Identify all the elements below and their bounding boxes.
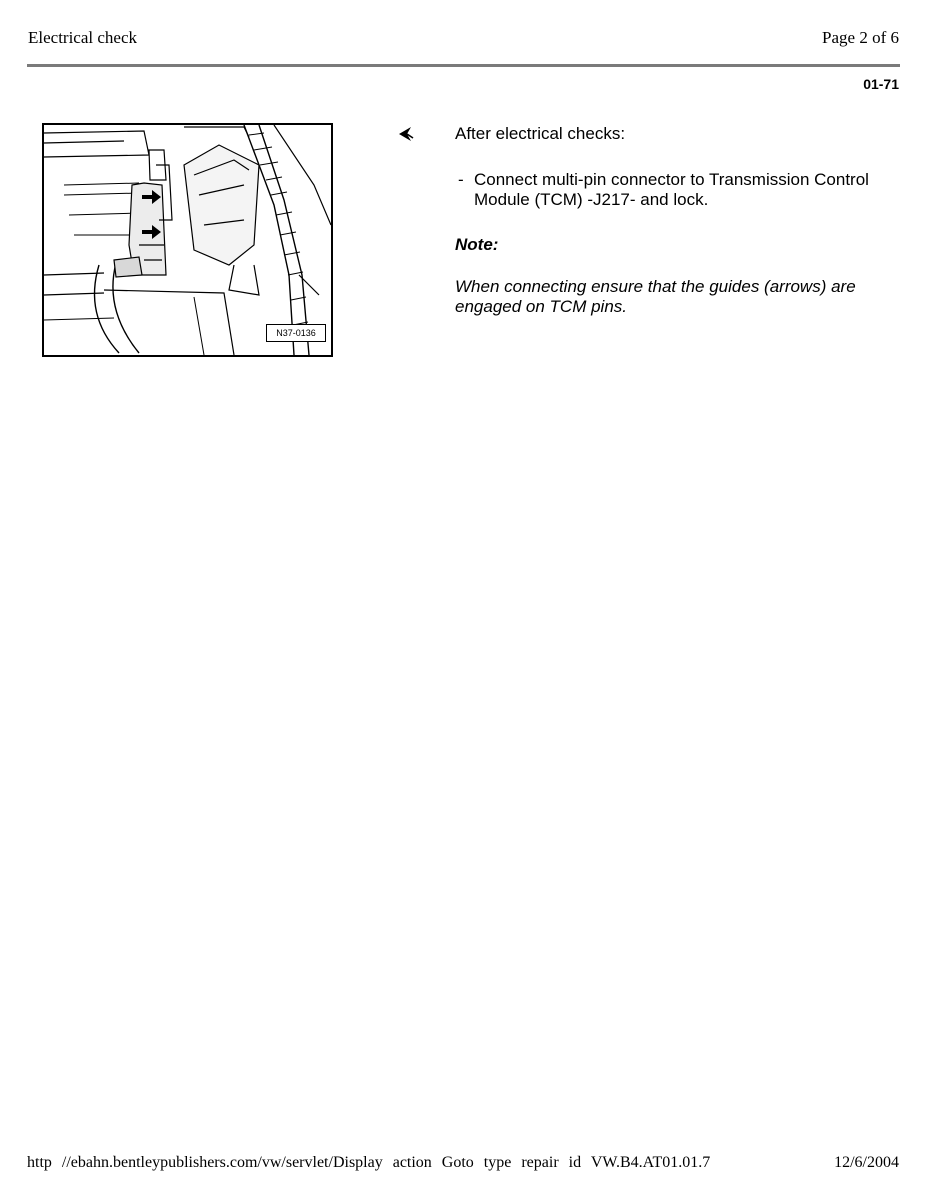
step-text: Connect multi-pin connector to Transmission Control Module (TCM) -J217- and lock.	[474, 170, 869, 209]
page-number: Page 2 of 6	[822, 28, 899, 47]
arrow-pointer-icon	[396, 124, 416, 144]
footer-url: http //ebahn.bentleypublishers.com/vw/servlet/Display action Goto type repair id VW.B4.AT01.01.7	[27, 1154, 711, 1171]
tcm-connector-drawing	[44, 125, 331, 355]
note-heading: Note:	[455, 235, 499, 254]
step-bullet: -	[458, 170, 464, 189]
footer-date: 12/6/2004	[834, 1154, 899, 1171]
page-title: Electrical check	[28, 28, 138, 47]
figure-label: N37-0136	[266, 324, 326, 342]
connector-illustration	[42, 123, 333, 357]
header-divider	[27, 64, 900, 67]
section-code: 01-71	[863, 76, 899, 92]
note-text: When connecting ensure that the guides (arrows) are engaged on TCM pins.	[455, 277, 856, 316]
step-intro: After electrical checks:	[455, 124, 626, 143]
